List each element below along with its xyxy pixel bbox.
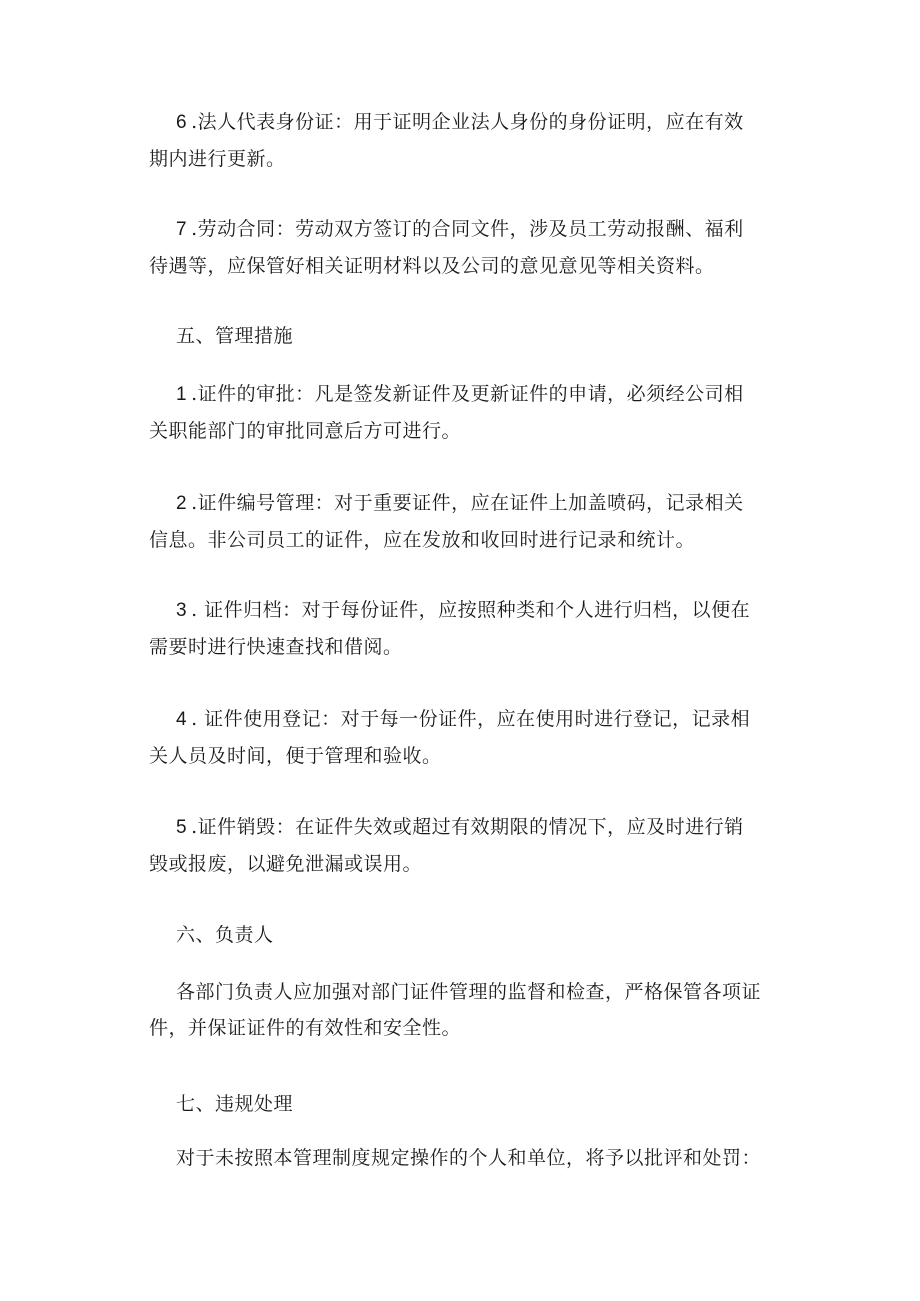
paragraph-line: 信息。非公司员工的证件，应在发放和收回时进行记录和统计。 [149,529,696,551]
section-heading: 七、违规处理 [176,1093,294,1115]
paragraph-line: 对于未按照本管理制度规定操作的个人和单位，将予以批评和处罚： [176,1147,762,1169]
paragraph-line: 各部门负责人应加强对部门证件管理的监督和检查，严格保管各项证 [176,981,762,1003]
section-heading-6 [176,917,776,953]
paragraph-line: 需要时进行快速查找和借阅。 [149,636,403,658]
paragraph-line: 期内进行更新。 [149,148,286,170]
paragraph-item-5 [149,809,776,882]
paragraph-item-1 [149,376,776,449]
paragraph-responsible [149,974,776,1046]
section-heading: 六、负责人 [176,924,274,946]
item-number: 4 [176,709,188,730]
paragraph-line: .劳动合同：劳动双方签订的合同文件，涉及员工劳动报酬、福利 [191,218,744,240]
paragraph-line: 件，并保证证件的有效性和安全性。 [149,1017,462,1039]
paragraph-line: 待遇等，应保管好相关证明材料以及公司的意见意见等相关资料。 [149,255,715,277]
item-number: 5 [176,817,188,838]
paragraph-line: .法人代表身份证：用于证明企业法人身份的身份证明，应在有效 [191,111,744,133]
paragraph-item-7 [149,211,776,284]
section-heading-7 [176,1086,776,1122]
item-number: 7 [176,219,188,240]
paragraph-item-4 [149,701,776,774]
paragraph-violation [176,1140,776,1176]
item-number: 1 [176,384,188,405]
paragraph-line: .证件的审批：凡是签发新证件及更新证件的申请，必须经公司相 [191,383,744,405]
paragraph-item-6 [149,104,776,177]
item-number: 3 [176,600,188,621]
paragraph-line: 关人员及时间，便于管理和验收。 [149,745,442,767]
paragraph-line: . 证件使用登记：对于每一份证件，应在使用时进行登记，记录相 [191,708,751,730]
section-heading: 五、管理措施 [176,325,294,347]
paragraph-item-3 [149,592,776,665]
paragraph-line: . 证件归档：对于每份证件，应按照种类和个人进行归档，以便在 [191,599,751,621]
paragraph-item-2 [149,485,776,558]
paragraph-line: .证件销毁：在证件失效或超过有效期限的情况下，应及时进行销 [191,816,744,838]
paragraph-line: 关职能部门的审批同意后方可进行。 [149,420,462,442]
section-heading-5 [176,318,776,354]
paragraph-line: .证件编号管理：对于重要证件，应在证件上加盖喷码，记录相关 [191,492,744,514]
item-number: 6 [176,112,188,133]
item-number: 2 [176,493,188,514]
paragraph-line: 毁或报废，以避免泄漏或误用。 [149,853,423,875]
